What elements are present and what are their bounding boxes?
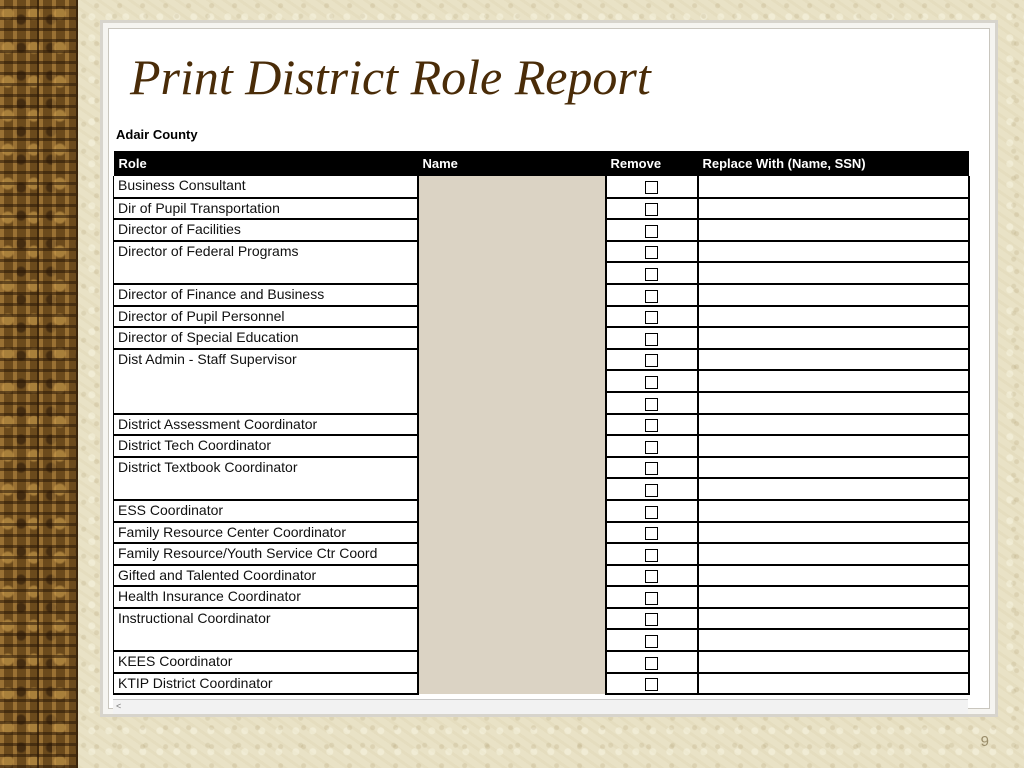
replace-with-field[interactable] bbox=[698, 565, 969, 587]
replace-with-field[interactable] bbox=[698, 176, 969, 198]
replace-with-field[interactable] bbox=[698, 651, 969, 673]
replace-with-field[interactable] bbox=[698, 414, 969, 436]
remove-cell bbox=[606, 392, 698, 414]
role-cell: Business Consultant bbox=[114, 176, 418, 198]
role-cell: KTIP District Coordinator bbox=[114, 673, 418, 695]
replace-with-field[interactable] bbox=[698, 629, 969, 651]
remove-checkbox[interactable] bbox=[645, 635, 658, 648]
remove-cell bbox=[606, 176, 698, 198]
remove-cell bbox=[606, 673, 698, 695]
remove-checkbox[interactable] bbox=[645, 311, 658, 324]
header-replace-with: Replace With (Name, SSN) bbox=[698, 151, 969, 176]
replace-with-field[interactable] bbox=[698, 457, 969, 479]
table-row bbox=[114, 176, 969, 198]
remove-cell bbox=[606, 500, 698, 522]
remove-cell bbox=[606, 457, 698, 479]
replace-with-field[interactable] bbox=[698, 392, 969, 414]
role-cell: Director of Federal Programs bbox=[114, 241, 418, 284]
table-body bbox=[114, 176, 969, 694]
county-label: Adair County bbox=[116, 127, 198, 142]
remove-checkbox[interactable] bbox=[645, 376, 658, 389]
role-cell: Family Resource Center Coordinator bbox=[114, 522, 418, 544]
replace-with-field[interactable] bbox=[698, 586, 969, 608]
remove-cell bbox=[606, 543, 698, 565]
role-cell: Dir of Pupil Transportation bbox=[114, 198, 418, 220]
slide-title: Print District Role Report bbox=[130, 49, 651, 105]
role-cell: Director of Finance and Business bbox=[114, 284, 418, 306]
remove-checkbox[interactable] bbox=[645, 527, 658, 540]
role-cell: District Textbook Coordinator bbox=[114, 457, 418, 500]
remove-cell bbox=[606, 608, 698, 630]
remove-checkbox[interactable] bbox=[645, 333, 658, 346]
role-cell: Director of Facilities bbox=[114, 219, 418, 241]
replace-with-field[interactable] bbox=[698, 284, 969, 306]
role-cell: Family Resource/Youth Service Ctr Coord bbox=[114, 543, 418, 565]
remove-cell bbox=[606, 478, 698, 500]
header-remove: Remove bbox=[606, 151, 698, 176]
replace-with-field[interactable] bbox=[698, 219, 969, 241]
remove-cell bbox=[606, 522, 698, 544]
header-name: Name bbox=[418, 151, 606, 176]
replace-with-field[interactable] bbox=[698, 349, 969, 371]
remove-cell bbox=[606, 284, 698, 306]
replace-with-field[interactable] bbox=[698, 262, 969, 284]
role-cell: Director of Special Education bbox=[114, 327, 418, 349]
remove-checkbox[interactable] bbox=[645, 570, 658, 583]
horizontal-scrollbar[interactable] bbox=[113, 699, 968, 714]
role-cell: Health Insurance Coordinator bbox=[114, 586, 418, 608]
replace-with-field[interactable] bbox=[698, 522, 969, 544]
role-cell: ESS Coordinator bbox=[114, 500, 418, 522]
remove-checkbox[interactable] bbox=[645, 419, 658, 432]
role-cell: District Assessment Coordinator bbox=[114, 414, 418, 436]
role-cell: Gifted and Talented Coordinator bbox=[114, 565, 418, 587]
replace-with-field[interactable] bbox=[698, 500, 969, 522]
remove-checkbox[interactable] bbox=[645, 549, 658, 562]
remove-checkbox[interactable] bbox=[645, 613, 658, 626]
remove-cell bbox=[606, 198, 698, 220]
remove-checkbox[interactable] bbox=[645, 181, 658, 194]
remove-checkbox[interactable] bbox=[645, 268, 658, 281]
remove-cell bbox=[606, 586, 698, 608]
replace-with-field[interactable] bbox=[698, 543, 969, 565]
name-redacted-cell bbox=[418, 176, 606, 694]
remove-checkbox[interactable] bbox=[645, 203, 658, 216]
role-cell: KEES Coordinator bbox=[114, 651, 418, 673]
remove-checkbox[interactable] bbox=[645, 484, 658, 497]
remove-cell bbox=[606, 241, 698, 263]
remove-cell bbox=[606, 565, 698, 587]
remove-cell bbox=[606, 219, 698, 241]
remove-cell bbox=[606, 327, 698, 349]
role-cell: District Tech Coordinator bbox=[114, 435, 418, 457]
remove-checkbox[interactable] bbox=[645, 462, 658, 475]
remove-checkbox[interactable] bbox=[645, 225, 658, 238]
remove-checkbox[interactable] bbox=[645, 354, 658, 367]
replace-with-field[interactable] bbox=[698, 478, 969, 500]
replace-with-field[interactable] bbox=[698, 370, 969, 392]
role-cell: Dist Admin - Staff Supervisor bbox=[114, 349, 418, 414]
role-cell: Instructional Coordinator bbox=[114, 608, 418, 651]
scroll-left-arrow-icon[interactable]: < bbox=[116, 701, 122, 711]
remove-checkbox[interactable] bbox=[645, 398, 658, 411]
remove-checkbox[interactable] bbox=[645, 506, 658, 519]
replace-with-field[interactable] bbox=[698, 198, 969, 220]
remove-checkbox[interactable] bbox=[645, 678, 658, 691]
remove-cell bbox=[606, 651, 698, 673]
replace-with-field[interactable] bbox=[698, 673, 969, 695]
replace-with-field[interactable] bbox=[698, 306, 969, 328]
remove-cell bbox=[606, 306, 698, 328]
replace-with-field[interactable] bbox=[698, 435, 969, 457]
role-cell: Director of Pupil Personnel bbox=[114, 306, 418, 328]
remove-cell bbox=[606, 414, 698, 436]
remove-cell bbox=[606, 349, 698, 371]
remove-checkbox[interactable] bbox=[645, 657, 658, 670]
page-number: 9 bbox=[980, 733, 989, 750]
replace-with-field[interactable] bbox=[698, 241, 969, 263]
remove-checkbox[interactable] bbox=[645, 592, 658, 605]
remove-cell bbox=[606, 629, 698, 651]
decorative-wood-border bbox=[0, 0, 78, 768]
remove-cell bbox=[606, 370, 698, 392]
replace-with-field[interactable] bbox=[698, 608, 969, 630]
remove-checkbox[interactable] bbox=[645, 441, 658, 454]
district-role-table bbox=[113, 151, 970, 695]
remove-cell bbox=[606, 262, 698, 284]
remove-checkbox[interactable] bbox=[645, 246, 658, 259]
header-role: Role bbox=[114, 151, 418, 176]
remove-checkbox[interactable] bbox=[645, 290, 658, 303]
replace-with-field[interactable] bbox=[698, 327, 969, 349]
table-header-row bbox=[114, 151, 969, 176]
remove-cell bbox=[606, 435, 698, 457]
